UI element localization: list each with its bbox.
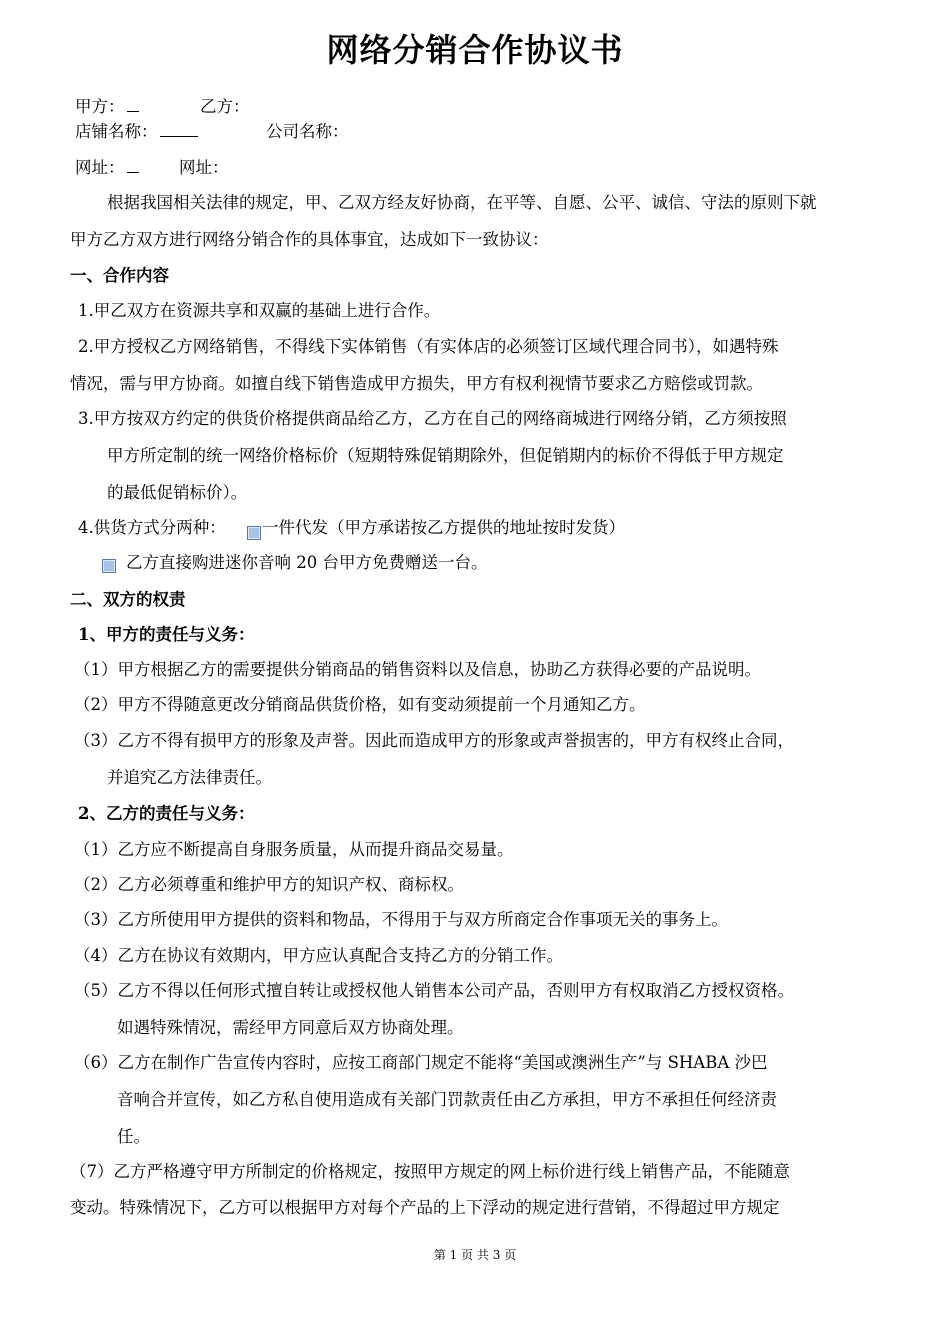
store-name-label: 店铺名称： [75, 122, 158, 141]
clause: 2.甲方授权乙方网络销售，不得线下实体销售（有实体店的必须签订区域代理合同书），如遇特殊 [78, 337, 779, 356]
clause: 1.甲乙双方在资源共享和双赢的基础上进行合作。 [78, 301, 441, 320]
clause: 情况，需与甲方协商。如擅自线下销售造成甲方损失，甲方有权利视情节要求乙方赔偿或罚款。 [70, 374, 763, 393]
store-name-blank[interactable] [160, 122, 198, 137]
website-a-field [75, 157, 139, 179]
section-heading: 二、双方的权责 [70, 590, 186, 609]
store-name-field [75, 121, 198, 143]
clause: （1）乙方应不断提高自身服务质量，从而提升商品交易量。 [74, 840, 514, 859]
clause: （3）乙方所使用甲方提供的资料和物品，不得用于与双方所商定合作事项无关的事务上。 [74, 910, 728, 929]
party-a-blank[interactable] [127, 97, 139, 112]
clause: 3.甲方按双方约定的供货价格提供商品给乙方，乙方在自己的网络商城进行网络分销，乙方须按照 [78, 409, 787, 428]
clause: 如遇特殊情况，需经甲方同意后双方协商处理。 [117, 1018, 464, 1037]
website-a-blank[interactable] [127, 158, 139, 173]
clause: （1）甲方根据乙方的需要提供分销商品的销售资料以及信息，协助乙方获得必要的产品说明。 [74, 660, 761, 679]
supply-method-prefix: 4.供货方式分两种： [78, 518, 226, 537]
clause: 变动。特殊情况下，乙方可以根据甲方对每个产品的上下浮动的规定进行营销，不得超过甲方规定 [70, 1198, 780, 1217]
clause: 的最低促销标价）。 [107, 483, 248, 502]
clause: （5）乙方不得以任何形式擅自转让或授权他人销售本公司产品，否则甲方有权取消乙方授权资格。 [74, 981, 794, 1000]
website-b-label: 网址： [179, 158, 229, 177]
clause: 音响合并宣传，如乙方私自使用造成有关部门罚款责任由乙方承担，甲方不承担任何经济责 [117, 1090, 777, 1109]
party-a-field [75, 96, 139, 118]
clause: （3）乙方不得有损甲方的形象及声誉。因此而造成甲方的形象或声誉损害的，甲方有权终止合同， [74, 731, 794, 750]
clause: （2）甲方不得随意更改分销商品供货价格，如有变动须提前一个月通知乙方。 [74, 695, 646, 714]
website-a-label: 网址： [75, 158, 125, 177]
checkbox-direct-purchase[interactable] [102, 559, 116, 573]
page-footer: 第 1 页 共 3 页 [433, 1248, 517, 1262]
option-dropship-label: 一件代发（甲方承诺按乙方提供的地址按时发货） [262, 518, 625, 537]
intro-line: 根据我国相关法律的规定，甲、乙双方经友好协商，在平等、自愿、公平、诚信、守法的原则下就 [107, 193, 817, 212]
clause: 甲方所定制的统一网络价格标价（短期特殊促销期除外，但促销期内的标价不得低于甲方规定 [107, 446, 784, 465]
clause: （2）乙方必须尊重和维护甲方的知识产权、商标权。 [74, 875, 464, 894]
section-heading: 一、合作内容 [70, 266, 169, 285]
document-title: 网络分销合作协议书 [326, 31, 624, 69]
intro-line: 甲方乙方双方进行网络分销合作的具体事宜，达成如下一致协议： [70, 230, 549, 249]
checkbox-dropship[interactable] [247, 526, 261, 540]
party-a-label: 甲方： [75, 97, 125, 116]
clause: 并追究乙方法律责任。 [107, 768, 272, 787]
subsection-heading: 2、乙方的责任与义务： [78, 804, 255, 823]
party-b-label: 乙方： [200, 97, 250, 116]
clause: （6）乙方在制作广告宣传内容时，应按工商部门规定不能将“美国或澳洲生产”与 SHABA 沙巴 [74, 1053, 768, 1072]
clause: （7）乙方严格遵守甲方所制定的价格规定，按照甲方规定的网上标价进行线上销售产品，不能随意 [70, 1162, 790, 1181]
company-name-label: 公司名称： [266, 122, 349, 141]
clause: （4）乙方在协议有效期内，甲方应认真配合支持乙方的分销工作。 [74, 946, 563, 965]
subsection-heading: 1、甲方的责任与义务： [78, 625, 255, 644]
option-direct-purchase-label: 乙方直接购进迷你音响 20 台甲方免费赠送一台。 [126, 553, 488, 572]
clause: 任。 [117, 1127, 150, 1146]
